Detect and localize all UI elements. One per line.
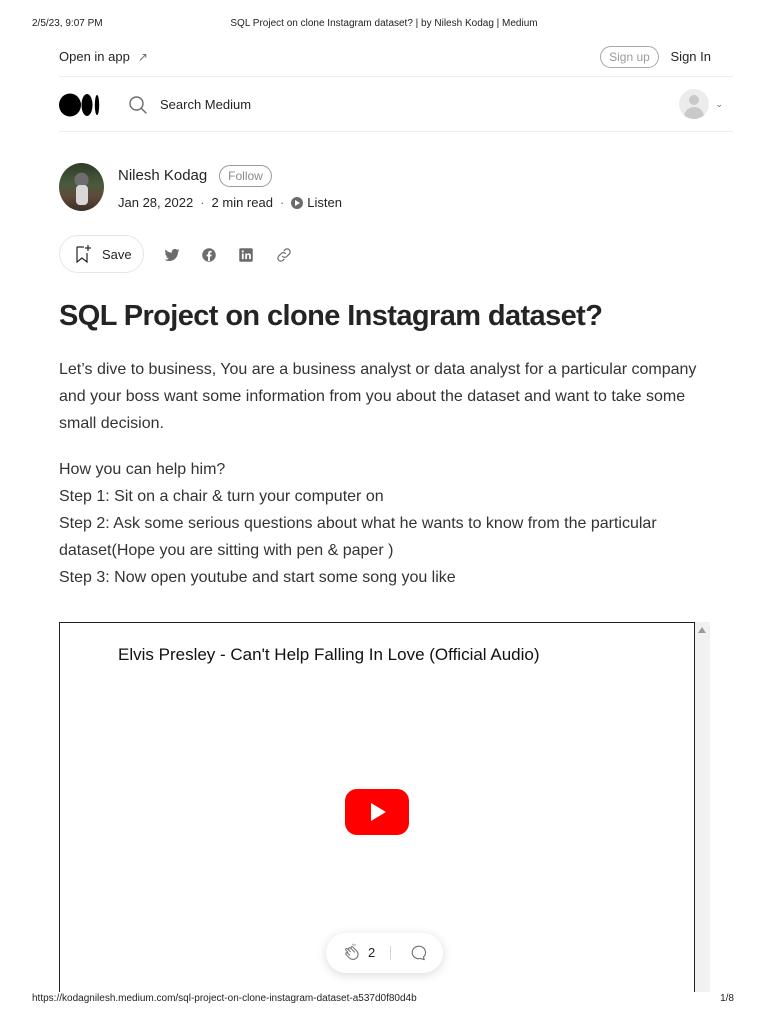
- avatar: [679, 89, 709, 119]
- bookmark-add-icon: [74, 244, 92, 264]
- read-time: 2 min read: [211, 195, 273, 210]
- article-line: Step 1: Sit on a chair & turn your computer on: [59, 488, 384, 505]
- print-url: https://kodagnilesh.medium.com/sql-project-on-clone-instagram-dataset-a537d0f80d4b: [32, 993, 417, 1004]
- embed-scrollbar[interactable]: [695, 622, 710, 992]
- open-in-app-link[interactable]: [59, 49, 148, 64]
- action-bar: [59, 235, 319, 273]
- link-icon[interactable]: [275, 246, 293, 264]
- sign-in-link[interactable]: Sign In: [670, 49, 711, 64]
- author-avatar[interactable]: [59, 163, 104, 211]
- open-in-app-label: Open in app: [59, 49, 130, 64]
- clap-count: 2: [368, 945, 376, 960]
- page-number: 1/8: [720, 993, 734, 1004]
- publish-date: Jan 28, 2022: [118, 195, 194, 210]
- article-line: How you can help him?: [59, 461, 226, 478]
- youtube-play-icon[interactable]: [345, 789, 409, 835]
- author-name-link[interactable]: Nilesh Kodag: [118, 167, 208, 184]
- facebook-icon[interactable]: [200, 246, 218, 264]
- follow-button[interactable]: Follow: [219, 165, 272, 187]
- listen-button[interactable]: [291, 195, 342, 210]
- divider: [390, 946, 391, 960]
- twitter-icon[interactable]: [163, 246, 181, 264]
- print-document-title: SQL Project on clone Instagram dataset? | by Nilesh Kodag | Medium: [230, 18, 538, 29]
- search-input[interactable]: Search Medium: [160, 97, 252, 112]
- scroll-up-arrow-icon[interactable]: [698, 627, 706, 633]
- sign-up-button[interactable]: Sign up: [600, 46, 659, 68]
- top-bar: [59, 44, 733, 77]
- print-footer: [0, 993, 768, 1007]
- chevron-down-icon: ⌄: [715, 98, 723, 109]
- article-paragraph-2: [59, 456, 719, 591]
- save-button[interactable]: [59, 235, 144, 273]
- external-arrow-icon: ↗: [137, 49, 148, 64]
- author-block: [59, 163, 459, 213]
- print-timestamp: 2/5/23, 9:07 PM: [32, 18, 103, 29]
- article-line: Step 2: Ask some serious questions about what he wants to know from the particular dataset(Hope you are sitting with pen & paper ): [59, 515, 657, 559]
- clap-bar: [326, 933, 443, 973]
- linkedin-icon[interactable]: [237, 246, 255, 264]
- response-bubble-icon[interactable]: [408, 943, 428, 963]
- user-menu-button[interactable]: [679, 89, 723, 119]
- save-label: Save: [102, 246, 132, 262]
- search-icon[interactable]: [128, 95, 148, 115]
- medium-logo-icon[interactable]: [59, 93, 101, 117]
- article-line: Step 3: Now open youtube and start some song you like: [59, 569, 456, 586]
- video-title[interactable]: Elvis Presley - Can't Help Falling In Love (Official Audio): [118, 645, 540, 664]
- clap-icon[interactable]: [342, 943, 362, 963]
- print-header: [0, 18, 768, 32]
- article-paragraph-1: Let’s dive to business, You are a business analyst or data analyst for a particular company and your boss want some information from you about the dataset and want to take some small decision.: [59, 361, 697, 432]
- listen-label: Listen: [307, 195, 342, 210]
- main-navbar: [59, 77, 733, 132]
- play-icon: [291, 197, 303, 209]
- article-meta: Jan 28, 2022 · 2 min read · Listen: [118, 195, 342, 210]
- article-title: SQL Project on clone Instagram dataset?: [59, 300, 603, 332]
